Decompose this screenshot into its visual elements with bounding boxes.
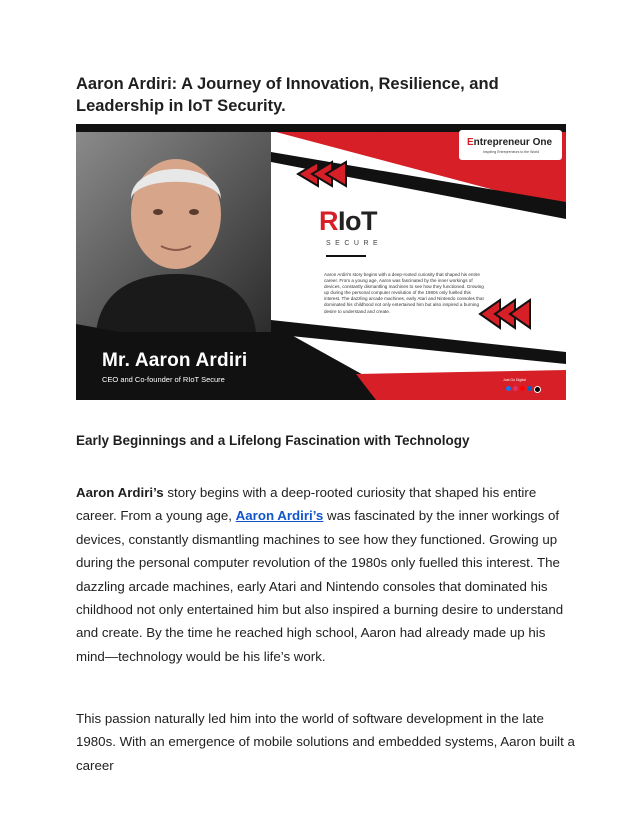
publisher-logo xyxy=(459,130,562,160)
publisher-logo-initial: E xyxy=(467,137,474,148)
x-icon xyxy=(534,386,541,393)
banner-person-name: Mr. Aaron Ardiri xyxy=(102,350,248,371)
banner-blurb: Aaron Ardiri's story begins with a deep-rooted curiosity that shaped his entire career. From a young age, Aaron was fascinated by the inner workings of devices, constantly dismantling machines to see how they functioned. Growing up during the personal computer revolution of the 1980s only fuelled this interest. The dazzling arcade machines, early Atari and Nintendo consoles that dominated his childhood not only entertained him but also inspired a burning desire to understand and create. xyxy=(324,272,484,314)
social-icons xyxy=(506,386,541,393)
paragraph-1-lead: Aaron Ardiri’s xyxy=(76,485,164,500)
arrow-triangles-right-icon xyxy=(480,300,530,328)
company-logo-rest: IoT xyxy=(338,206,377,236)
company-logo xyxy=(319,206,377,237)
paragraph-1 xyxy=(76,481,576,668)
paragraph-1-text-b: was fascinated by the inner workings of devices, constantly dismantling machines to see how they functioned. Growing up during the personal computer revolution of the 1980s only fuelled this interest. The dazzling arcade machines, early Atari and Nintendo consoles that dominated his childhood not only entertained him but also inspired a burning desire to understand and create. By the time he reached high school, Aaron had already made up his mind—technology would be his life’s work. xyxy=(76,508,564,664)
company-logo-subtitle: SECURE xyxy=(326,240,383,247)
publisher-tagline: Inspiring Entrepreneurs to the World xyxy=(483,150,540,154)
social-caption: Just Go Digital xyxy=(503,378,526,382)
facebook-icon xyxy=(506,386,511,391)
banner-person-role: CEO and Co-founder of RIoT Secure xyxy=(102,375,225,384)
company-logo-r: R xyxy=(319,206,338,236)
section-heading: Early Beginnings and a Lifelong Fascination with Technology xyxy=(76,433,470,448)
instagram-icon xyxy=(513,386,518,391)
publisher-logo-rest: ntrepreneur One xyxy=(473,137,553,148)
paragraph-1-text-a: story begins with a deep-rooted curiosity that shaped his entire career. From a young age, xyxy=(76,485,537,524)
youtube-icon xyxy=(520,386,525,391)
aaron-ardiri-link[interactable]: Aaron Ardiri’s xyxy=(235,508,324,524)
publisher-logo-text xyxy=(467,137,552,148)
banner-bottom-red xyxy=(356,370,566,400)
feature-banner-image xyxy=(76,124,566,400)
article-title: Aaron Ardiri: A Journey of Innovation, Resilience, and Leadership in IoT Security. xyxy=(76,75,499,115)
logo-underline xyxy=(326,255,366,257)
linkedin-icon xyxy=(527,386,532,391)
paragraph-2: This passion naturally led him into the world of software development in the late 1980s. With an emergence of mobile solutions and embedded systems, Aaron built a career xyxy=(76,711,575,773)
